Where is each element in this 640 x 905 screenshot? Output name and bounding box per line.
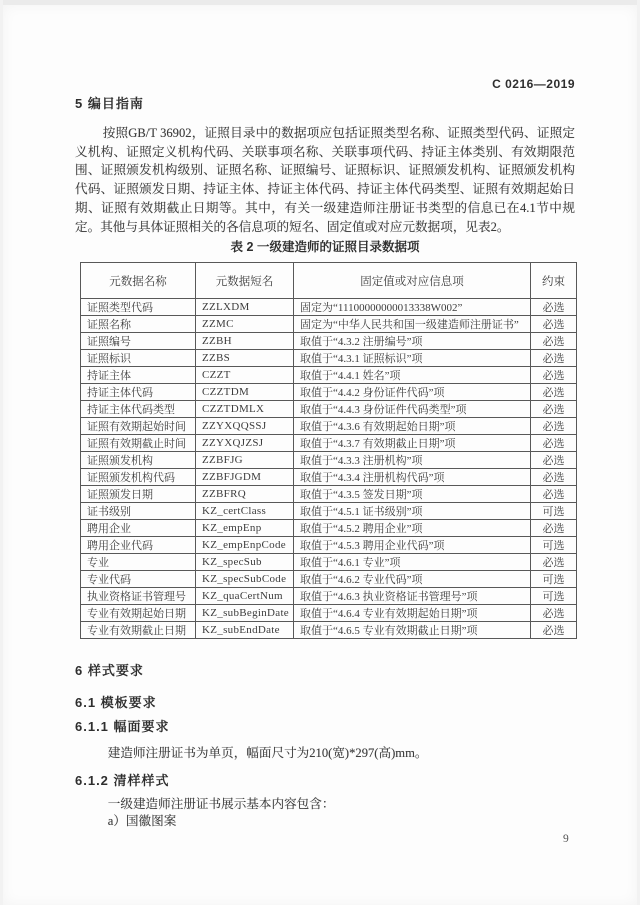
table-cell: 必选: [531, 418, 577, 435]
table-cell: 聘用企业: [81, 520, 196, 537]
table-cell: 必选: [531, 469, 577, 486]
table-body: [81, 299, 577, 639]
table-row: [81, 452, 577, 469]
table-cell: 必选: [531, 350, 577, 367]
table-cell: 证照类型代码: [81, 299, 196, 316]
table-cell: 取值于“4.6.3 执业资格证书管理号”项: [294, 588, 531, 605]
table-row: [81, 333, 577, 350]
table-row: [81, 299, 577, 316]
table-cell: CZZTDMLX: [196, 401, 294, 418]
table-cell: 固定为“中华人民共和国一级建造师注册证书”: [294, 316, 531, 333]
table-cell: 取值于“4.3.7 有效期截止日期”项: [294, 435, 531, 452]
table-cell: 取值于“4.6.2 专业代码”项: [294, 571, 531, 588]
table-cell: 必选: [531, 486, 577, 503]
section-6-1-1-paragraph: 建造师注册证书为单页，幅面尺寸为210(宽)*297(高)mm。: [107, 746, 428, 760]
table-cell: 必选: [531, 520, 577, 537]
list-item-a: a）国徽图案: [107, 814, 177, 828]
table-cell: ZZLXDM: [196, 299, 294, 316]
table-cell: 证照有效期截止时间: [81, 435, 196, 452]
section-6-1-1-heading: 6.1.1 幅面要求: [75, 719, 170, 734]
table-cell: 证照颁发机构代码: [81, 469, 196, 486]
table-cell: 取值于“4.4.2 身份证件代码”项: [294, 384, 531, 401]
section-6-1-2-heading: 6.1.2 清样样式: [75, 773, 170, 788]
document-code-header: C 0216—2019: [492, 77, 575, 91]
table-cell: 证照标识: [81, 350, 196, 367]
table-cell: 专业有效期起始日期: [81, 605, 196, 622]
table-cell: 可选: [531, 537, 577, 554]
section-5-heading: 5 编目指南: [75, 96, 144, 111]
table-cell: 取值于“4.5.2 聘用企业”项: [294, 520, 531, 537]
table-row: [81, 605, 577, 622]
table-row: [81, 469, 577, 486]
table-cell: 可选: [531, 588, 577, 605]
column-header-fixed-value: 固定值或对应信息项: [294, 263, 531, 299]
table-cell: 必选: [531, 554, 577, 571]
table-cell: 取值于“4.3.4 注册机构代码”项: [294, 469, 531, 486]
table-cell: CZZTDM: [196, 384, 294, 401]
table-cell: 证照颁发日期: [81, 486, 196, 503]
section-6-1-2-paragraph: 一级建造师注册证书展示基本内容包含：: [107, 797, 335, 811]
section-6-1-heading: 6.1 模板要求: [75, 695, 157, 710]
table-cell: KZ_quaCertNum: [196, 588, 294, 605]
table-cell: 必选: [531, 605, 577, 622]
table-cell: 必选: [531, 435, 577, 452]
table-cell: 取值于“4.3.3 注册机构”项: [294, 452, 531, 469]
table-row: [81, 486, 577, 503]
table-cell: 取值于“4.4.3 身份证件代码类型”项: [294, 401, 531, 418]
table-cell: 必选: [531, 367, 577, 384]
table-cell: KZ_specSubCode: [196, 571, 294, 588]
table-cell: 证照颁发机构: [81, 452, 196, 469]
column-header-metadata-name: 元数据名称: [81, 263, 196, 299]
table-cell: 证照编号: [81, 333, 196, 350]
table-cell: 证照名称: [81, 316, 196, 333]
table-cell: 必选: [531, 333, 577, 350]
table-cell: ZZBFRQ: [196, 486, 294, 503]
table-cell: 取值于“4.5.1 证书级别”项: [294, 503, 531, 520]
metadata-table: [80, 262, 577, 639]
table-header-row: [81, 263, 577, 299]
table-row: [81, 537, 577, 554]
table-cell: KZ_empEnpCode: [196, 537, 294, 554]
table-row: [81, 503, 577, 520]
table-cell: 必选: [531, 316, 577, 333]
table-cell: 取值于“4.6.4 专业有效期起始日期”项: [294, 605, 531, 622]
table-row: [81, 401, 577, 418]
table-cell: 证书级别: [81, 503, 196, 520]
table-2-title: 表 2 一级建造师的证照目录数据项: [230, 240, 420, 254]
section-6-heading: 6 样式要求: [75, 663, 144, 678]
table-cell: ZZBFJG: [196, 452, 294, 469]
column-header-metadata-shortname: 元数据短名: [196, 263, 294, 299]
table-cell: 取值于“4.3.5 签发日期”项: [294, 486, 531, 503]
table-cell: KZ_subBeginDate: [196, 605, 294, 622]
column-header-constraint: 约束: [531, 263, 577, 299]
table-cell: 取值于“4.3.2 注册编号”项: [294, 333, 531, 350]
table-row: [81, 367, 577, 384]
table-row: [81, 520, 577, 537]
table-cell: 可选: [531, 571, 577, 588]
page-number: 9: [563, 833, 569, 845]
table-cell: 必选: [531, 401, 577, 418]
table-row: [81, 316, 577, 333]
table-cell: 执业资格证书管理号: [81, 588, 196, 605]
table-row: [81, 622, 577, 639]
table-cell: ZZYXQQSSJ: [196, 418, 294, 435]
table-row: [81, 571, 577, 588]
table-cell: 取值于“4.3.1 证照标识”项: [294, 350, 531, 367]
table-cell: 必选: [531, 299, 577, 316]
table-cell: KZ_specSub: [196, 554, 294, 571]
table-cell: 固定为“11100000000013338W002”: [294, 299, 531, 316]
table-cell: 取值于“4.3.6 有效期起始日期”项: [294, 418, 531, 435]
table-cell: 必选: [531, 622, 577, 639]
table-cell: ZZBFJGDM: [196, 469, 294, 486]
table-cell: 可选: [531, 503, 577, 520]
table-cell: 取值于“4.6.5 专业有效期截止日期”项: [294, 622, 531, 639]
section-5-paragraph: 按照GB/T 36902，证照目录中的数据项应包括证照类型名称、证照类型代码、证照定义机构、证照定义机构代码、关联事项名称、关联事项代码、持证主体类别、有效期限范围、证照颁发机构级别、证照名称、证照编号、证照标识、证照颁发机构、证照颁发机构代码、证照颁发日期、持证主体、持证主体代码、持证主体代码类型、证照有效期起始日期、证照有效期截止日期等。其中，有关一级建造师注册证书类型的信息已在4.1节中规定。其他与具体证照相关的各信息项的短名、固定值或对应元数据项，见表2。: [75, 126, 575, 234]
table-cell: ZZMC: [196, 316, 294, 333]
table-cell: 聘用企业代码: [81, 537, 196, 554]
table-row: [81, 554, 577, 571]
table-cell: ZZBS: [196, 350, 294, 367]
table-cell: KZ_subEndDate: [196, 622, 294, 639]
table-cell: 取值于“4.6.1 专业”项: [294, 554, 531, 571]
table-cell: CZZT: [196, 367, 294, 384]
table-cell: 持证主体代码: [81, 384, 196, 401]
table-cell: 专业代码: [81, 571, 196, 588]
table-cell: KZ_certClass: [196, 503, 294, 520]
table-row: [81, 418, 577, 435]
table-cell: 专业有效期截止日期: [81, 622, 196, 639]
table-row: [81, 350, 577, 367]
table-cell: 持证主体: [81, 367, 196, 384]
table-row: [81, 435, 577, 452]
table-cell: 证照有效期起始时间: [81, 418, 196, 435]
table-cell: 取值于“4.4.1 姓名”项: [294, 367, 531, 384]
table-cell: ZZYXQJZSJ: [196, 435, 294, 452]
table-cell: 必选: [531, 452, 577, 469]
table-row: [81, 384, 577, 401]
table-cell: 专业: [81, 554, 196, 571]
table-row: [81, 588, 577, 605]
table-cell: KZ_empEnp: [196, 520, 294, 537]
table-cell: 必选: [531, 384, 577, 401]
document-page: [3, 0, 637, 905]
table-cell: ZZBH: [196, 333, 294, 350]
table-cell: 取值于“4.5.3 聘用企业代码”项: [294, 537, 531, 554]
table-cell: 持证主体代码类型: [81, 401, 196, 418]
